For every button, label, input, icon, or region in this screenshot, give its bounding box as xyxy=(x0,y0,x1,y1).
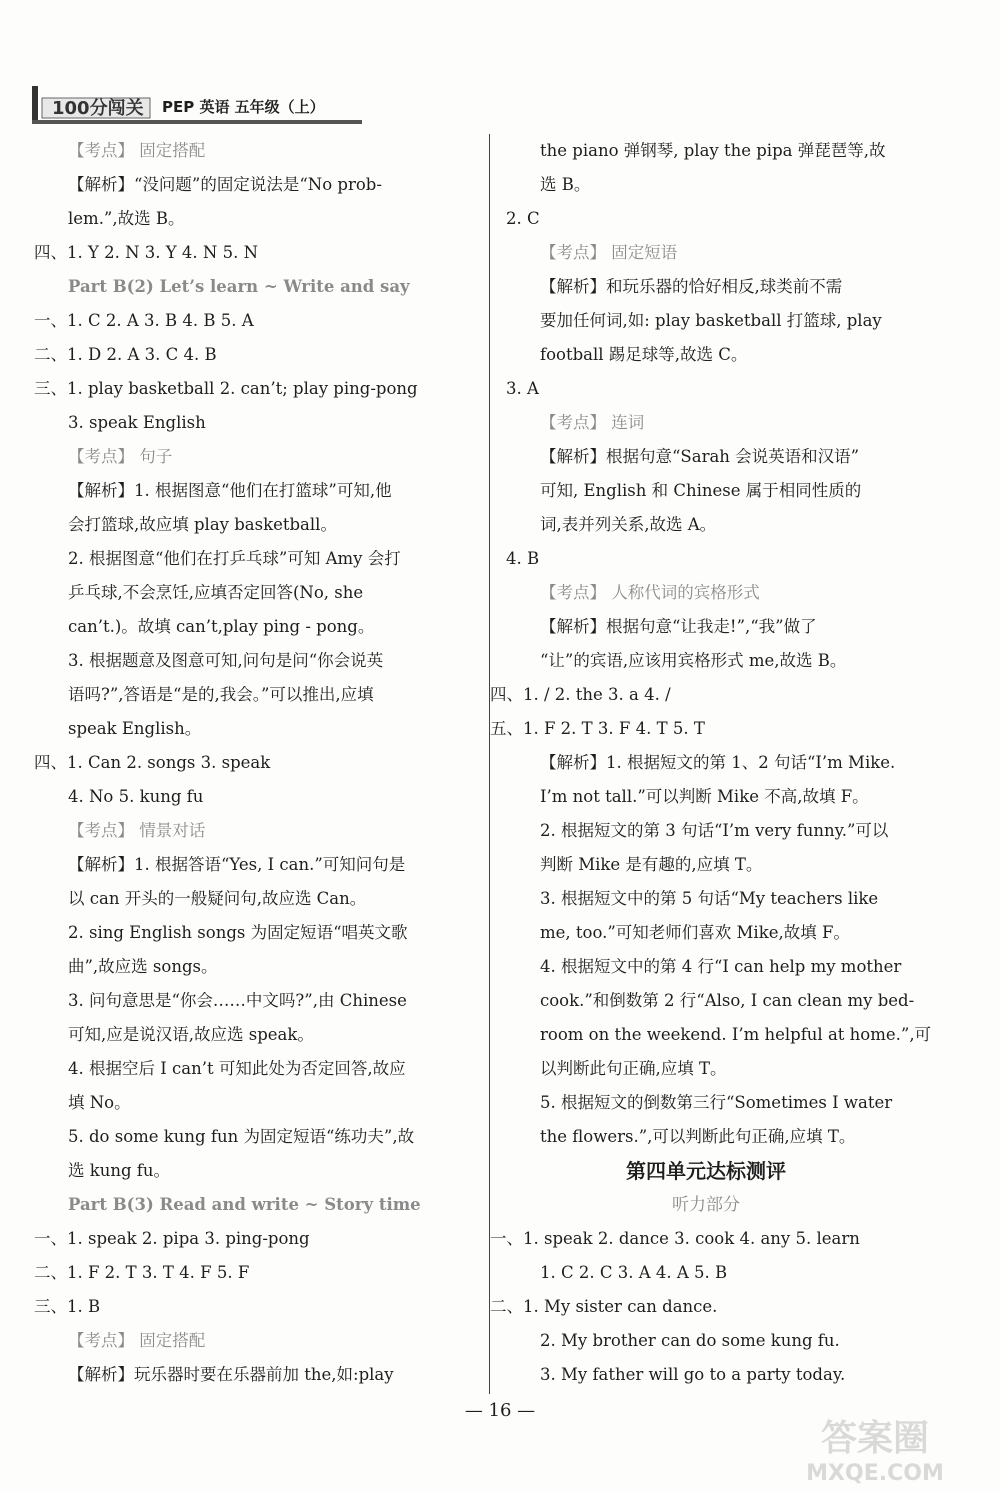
left-text-line: 4. No 5. kung fu xyxy=(68,787,204,806)
left-text-line: 【解析】1. 根据答语“Yes, I can.”可知问句是 xyxy=(68,855,406,874)
left-text-line: 【解析】1. 根据图意“他们在打篮球”可知,他 xyxy=(68,481,392,500)
left-text-line: 【解析】“没问题”的固定说法是“No prob- xyxy=(68,175,382,194)
left-column xyxy=(34,134,474,1392)
book-logo-icon xyxy=(32,84,152,120)
right-text-line: 一、1. speak 2. dance 3. cook 4. any 5. learn xyxy=(490,1229,860,1248)
right-text-line: me, too.”可知老师们喜欢 Mike,故填 F。 xyxy=(540,923,850,942)
watermark-url: MXQE.COM xyxy=(806,1461,944,1485)
right-text-line: 2. 根据短文的第 3 句话“I’m very funny.”可以 xyxy=(540,821,889,840)
right-text-line: 【考点】 人称代词的宾格形式 xyxy=(540,583,760,602)
page-header xyxy=(32,84,362,124)
left-text-line: 一、1. speak 2. pipa 3. ping-pong xyxy=(34,1229,310,1248)
left-text-line: 曲”,故应选 songs。 xyxy=(68,957,218,976)
left-text-line: Part B(3) Read and write ~ Story time xyxy=(68,1195,421,1214)
watermark-logo xyxy=(770,1410,980,1485)
left-text-line: 语吗?”,答语是“是的,我会。”可以推出,应填 xyxy=(68,685,374,704)
left-text-line: 【考点】 固定搭配 xyxy=(68,1331,206,1350)
left-text-line: 四、1. Can 2. songs 3. speak xyxy=(34,753,271,772)
left-text-line: 3. 根据题意及图意可知,问句是问“你会说英 xyxy=(68,651,384,670)
right-text-line: 4. B xyxy=(506,549,540,568)
right-text-line: 以判断此句正确,应填 T。 xyxy=(540,1059,727,1078)
right-text-line: 3. 根据短文中的第 5 句话“My teachers like xyxy=(540,889,879,908)
right-text-line: 3. My father will go to a party today. xyxy=(540,1365,846,1384)
column-divider xyxy=(489,134,490,1394)
watermark-text: 答案圈 xyxy=(820,1418,930,1459)
right-text-line: 选 B。 xyxy=(540,175,591,194)
right-text-line: the flowers.”,可以判断此句正确,应填 T。 xyxy=(540,1127,856,1146)
left-text-line: 三、1. B xyxy=(34,1297,101,1316)
left-text-line: 2. sing English songs 为固定短语“唱英文歌 xyxy=(68,923,408,942)
right-text-line: 判断 Mike 是有趣的,应填 T。 xyxy=(540,855,763,874)
header-rule xyxy=(32,120,362,124)
page-number: — 16 — xyxy=(464,1400,536,1421)
left-text-line: 【考点】 句子 xyxy=(68,447,173,466)
left-text-line: speak English。 xyxy=(68,719,202,738)
logo-text: 100分闯关 xyxy=(52,98,144,119)
right-text-line: room on the weekend. I’m helpful at home.”,可 xyxy=(540,1025,932,1044)
right-column xyxy=(490,134,932,1392)
left-text-line: 二、1. D 2. A 3. C 4. B xyxy=(34,345,217,364)
left-text-line: can’t.)。故填 can’t,play ping - pong。 xyxy=(68,617,375,636)
left-text-line: 会打篮球,故应填 play basketball。 xyxy=(68,515,337,534)
left-text-line: 4. 根据空后 I can’t 可知此处为否定回答,故应 xyxy=(68,1059,406,1078)
right-text-line: 要加任何词,如: play basketball 打篮球, play xyxy=(540,311,882,330)
right-text-line: 【考点】 固定短语 xyxy=(540,243,678,262)
left-text-line: 【考点】 情景对话 xyxy=(68,821,206,840)
left-text-line: 填 No。 xyxy=(68,1093,131,1112)
left-text-line: 3. 问句意思是“你会……中文吗?”,由 Chinese xyxy=(68,991,407,1010)
left-text-line: 四、1. Y 2. N 3. Y 4. N 5. N xyxy=(34,243,259,262)
left-text-line: 二、1. F 2. T 3. T 4. F 5. F xyxy=(34,1263,250,1282)
left-text-line: 2. 根据图意“他们在打乒乓球”可知 Amy 会打 xyxy=(68,549,401,568)
right-text-line: 【考点】 连词 xyxy=(540,413,645,432)
left-text-line: Part B(2) Let’s learn ~ Write and say xyxy=(68,277,410,296)
right-text-line: 3. A xyxy=(506,379,539,398)
right-text-line: 可知, English 和 Chinese 属于相同性质的 xyxy=(540,481,862,500)
right-text-line: 2. My brother can do some kung fu. xyxy=(540,1331,840,1350)
left-text-line: 3. speak English xyxy=(68,413,206,432)
left-text-line: 5. do some kung fun 为固定短语“练功夫”,故 xyxy=(68,1127,415,1146)
left-text-line: 【解析】玩乐器时要在乐器前加 the,如:play xyxy=(68,1365,394,1384)
right-text-line: football 踢足球等,故选 C。 xyxy=(540,345,748,364)
left-text-line: 一、1. C 2. A 3. B 4. B 5. A xyxy=(34,311,254,330)
left-text-line: 三、1. play basketball 2. can’t; play ping-pong xyxy=(34,379,418,398)
left-text-line: 以 can 开头的一般疑问句,故应选 Can。 xyxy=(68,889,367,908)
right-text-line: 二、1. My sister can dance. xyxy=(490,1297,718,1316)
right-text-line: 【解析】根据句意“Sarah 会说英语和汉语” xyxy=(540,447,860,466)
left-text-line: 可知,应是说汉语,故应选 speak。 xyxy=(68,1025,314,1044)
right-text-line: “让”的宾语,应该用宾格形式 me,故选 B。 xyxy=(540,651,847,670)
right-text-line: I’m not tall.”可以判断 Mike 不高,故填 F。 xyxy=(540,787,869,806)
right-text-line: 第四单元达标测评 xyxy=(626,1159,786,1183)
right-text-line: 听力部分 xyxy=(672,1195,740,1215)
right-text-line: 五、1. F 2. T 3. F 4. T 5. T xyxy=(490,719,705,738)
left-text-line: 乒乓球,不会烹饪,应填否定回答(No, she xyxy=(68,583,364,602)
left-text-line: lem.”,故选 B。 xyxy=(68,209,185,228)
right-text-line: 词,表并列关系,故选 A。 xyxy=(540,515,717,534)
right-text-line: 5. 根据短文的倒数第三行“Sometimes I water xyxy=(540,1093,893,1112)
right-text-line: 【解析】根据句意“让我走!”,“我”做了 xyxy=(540,617,817,636)
header-title: PEP 英语 五年级（上） xyxy=(162,98,325,116)
right-text-line: cook.”和倒数第 2 行“Also, I can clean my bed- xyxy=(540,991,915,1010)
right-text-line: the piano 弹钢琴, play the pipa 弹琵琶等,故 xyxy=(540,141,886,160)
right-text-line: 1. C 2. C 3. A 4. A 5. B xyxy=(540,1263,728,1282)
right-text-line: 【解析】1. 根据短文的第 1、2 句话“I’m Mike. xyxy=(540,753,896,772)
right-text-line: 【解析】和玩乐器的恰好相反,球类前不需 xyxy=(540,277,843,296)
right-text-line: 四、1. / 2. the 3. a 4. / xyxy=(490,685,671,704)
right-text-line: 2. C xyxy=(506,209,540,228)
left-text-line: 选 kung fu。 xyxy=(68,1161,171,1180)
left-text-line: 【考点】 固定搭配 xyxy=(68,141,206,160)
right-text-line: 4. 根据短文中的第 4 行“I can help my mother xyxy=(540,957,902,976)
